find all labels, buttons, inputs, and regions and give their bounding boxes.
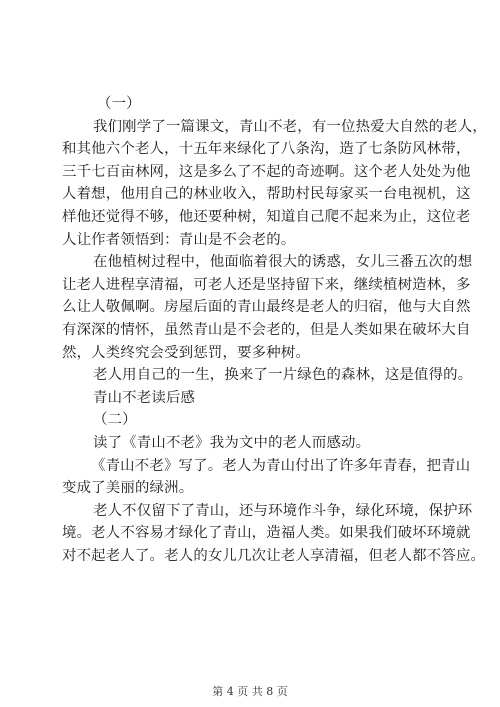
page-footer: 第 4 页 共 8 页 bbox=[212, 685, 288, 698]
text-line: 老人用自己的一生，换来了一片绿色的森林，这是值得的。 bbox=[93, 367, 473, 384]
text-line: 和其他六个老人，十五年来绿化了八条沟，造了七条防风林带， bbox=[62, 141, 471, 158]
text-line: 三千七百亩林网，这是多么了不起的奇迹啊。这个老人处处为他 bbox=[62, 163, 471, 180]
text-line: 读了《青山不老》我为文中的老人而感动。 bbox=[93, 434, 371, 451]
text-line: 老人不仅留下了青山，还与环境作斗争，绿化环境，保护环 bbox=[93, 502, 473, 519]
text-line: 人让作者领悟到：青山是不会老的。 bbox=[62, 231, 296, 248]
text-line: 么让人敬佩啊。房屋后面的青山最终是老人的归宿，他与大自然 bbox=[62, 299, 471, 316]
text-line: 样他还觉得不够，他还要种树，知道自己爬不起来为止，这位老 bbox=[62, 208, 471, 225]
text-line: 境。老人不容易才绿化了青山，造福人类。如果我们破坏环境就 bbox=[62, 525, 471, 542]
text-line: 变成了美丽的绿洲。 bbox=[62, 480, 194, 497]
text-line: 我们刚学了一篇课文，青山不老，有一位热爱大自然的老人， bbox=[93, 118, 487, 135]
section-heading-2: （二） bbox=[93, 412, 137, 429]
article-title: 青山不老读后感 bbox=[93, 389, 196, 406]
text-line: 让老人进程享清福，可老人还是坚持留下来，继续植树造林，多 bbox=[62, 276, 471, 293]
text-line: 人着想，他用自己的林业收入，帮助村民每家买一台电视机，这 bbox=[62, 186, 471, 203]
text-line: 对不起老人了。老人的女儿几次让老人享清福，但老人都不答应。 bbox=[62, 547, 486, 564]
text-line: 《青山不老》写了。老人为青山付出了许多年青春，把青山 bbox=[91, 457, 471, 474]
text-line: 然，人类终究会受到惩罚，要多种树。 bbox=[62, 344, 311, 361]
text-line: 有深深的情怀，虽然青山是不会老的，但是人类如果在破坏大自 bbox=[62, 321, 471, 338]
section-heading-1: （一） bbox=[97, 96, 141, 112]
text-line: 在他植树过程中，他面临着很大的诱惑，女儿三番五次的想 bbox=[93, 254, 473, 271]
document-body bbox=[62, 93, 487, 567]
